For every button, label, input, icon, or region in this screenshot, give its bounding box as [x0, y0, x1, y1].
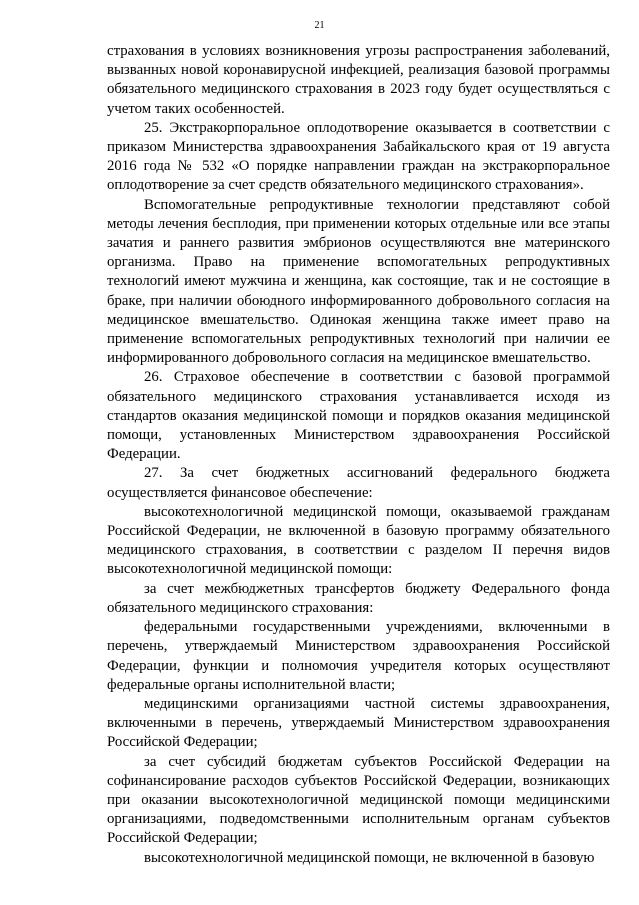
paragraph-interbudget-transfers: за счет межбюджетных трансфертов бюджету Федерального фонда обязательного медицинского страхования:	[107, 580, 610, 616]
paragraph-high-tech-not-included: высокотехнологичной медицинской помощи, не включенной в базовую	[144, 849, 595, 866]
paragraph-26-insurance: 26. Страховое обеспечение в соответствии с базовой программой обязательного медицинского страхования устанавливается исходя из стандартов оказания медицинской помощи и порядков оказания медицинской помощи, установленных Министерством здравоохранения Российской Федерации.	[107, 369, 610, 463]
paragraph-art-definition: Вспомогательные репродуктивные технологии представляют собой методы лечения бесплодия, при применении которых отдельные или все этапы зачатия и раннего развития эмбрионов осуществляются вне материнского организма. Право на применение вспомогательных репродуктивных технологий имеют мужчина и женщина, как состоящие, так и не состоящие в браке, при наличии обоюдного информированного добровольного согласия на медицинское вмешательство. Одинокая женщина также имеет право на применение вспомогательных репродуктивных технологий при наличии ее информированного добровольного согласия на медицинское вмешательство.	[107, 196, 610, 367]
paragraph-27-federal-budget: 27. За счет бюджетных ассигнований федерального бюджета осуществляется финансовое обеспечение:	[107, 465, 610, 501]
paragraph-subsidies: за счет субсидий бюджетам субъектов Российской Федерации на софинансирование расходов субъектов Российской Федерации, возникающих при оказании высокотехнологичной медицинской помощи медицинскими организациями, подведомственными исполнительным органам субъектов Российской Федерации;	[107, 753, 610, 847]
page-number: 21	[314, 20, 325, 31]
paragraph-federal-institutions: федеральными государственными учреждениями, включенными в перечень, утверждаемый Министерством здравоохранения Российской Федерации, функции и полномочия учредителя которых осуществляют федеральные органы исполнительной власти;	[107, 619, 610, 693]
paragraph-25-ivf: 25. Экстракорпоральное оплодотворение оказывается в соответствии с приказом Министерства здравоохранения Забайкальского края от 19 августа 2016 года № 532 «О порядке направлении граждан на экстракорпоральное оплодотворение за счет средств обязательного медицинского страхования».	[107, 119, 610, 194]
document-body	[107, 42, 610, 868]
paragraph-private-organizations: медицинскими организациями частной системы здравоохранения, включенными в перечень, утверждаемый Министерством здравоохранения Российской Федерации;	[107, 695, 610, 751]
paragraph-insurance-conditions: страхования в условиях возникновения угрозы распространения заболеваний, вызванных новой коронавирусной инфекцией, реализация базовой программы обязательного медицинского страхования в 2023 году будет осуществляться с учетом таких особенностей.	[107, 43, 610, 117]
paragraph-high-tech-care: высокотехнологичной медицинской помощи, оказываемой гражданам Российской Федерации, не включенной в базовую программу обязательного медицинского страхования, в соответствии с разделом II перечня видов высокотехнологичной медицинской помощи:	[107, 503, 610, 578]
